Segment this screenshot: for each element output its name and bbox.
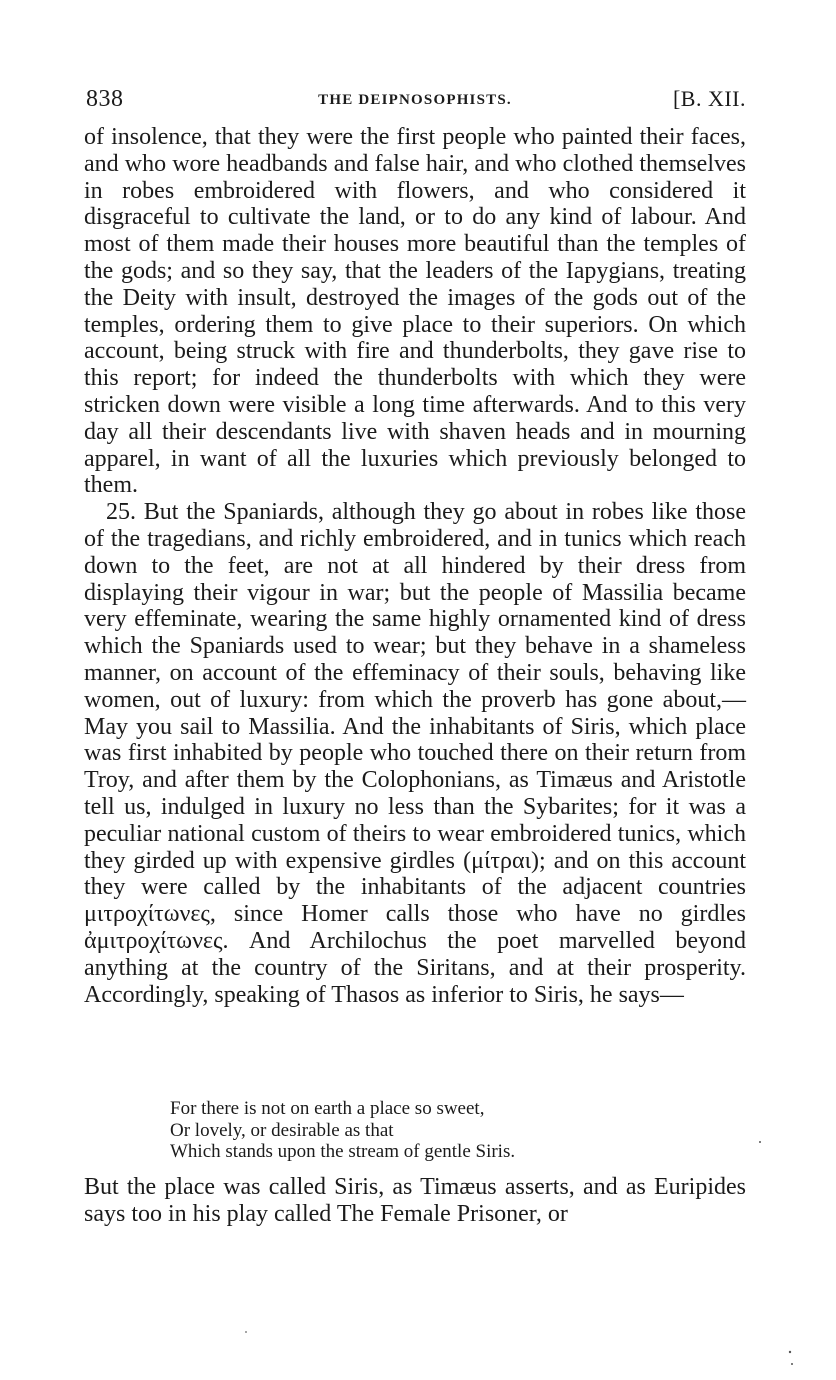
speck [245,1331,247,1333]
verse-line: For there is not on earth a place so sweet, [170,1098,485,1119]
verse-line: Which stands upon the stream of gentle Siris. [170,1141,516,1162]
paragraph-continuation: of insolence, that they were the first people who painted their faces, and who wore headbands and false hair, and who clothed themselves in robes embroidered with flowers, and who considered it disgraceful to cultivate the land, or to do any kind of labour. And most of them made their houses more beautiful than the temples of the gods; and so they say, that the leaders of the Iapygians, treating the Deity with insult, destroyed the images of the gods out of the temples, ordering them to give place to their superiors. On which account, being struck with fire and thunderbolts, they gave rise to this report; for indeed the thunderbolts with which they were stricken down were visible a long time afterwards. And to this very day all their descendants live with shaven heads and in mourning apparel, in want of all the luxuries which previously belonged to them. [84,124,746,499]
paragraph-25: 25. But the Spaniards, although they go about in robes like those of the tragedians, and richly embroidered, and in tunics which reach down to the feet, are not at all hindered by their dress from displaying their vigour in war; but the people of Massilia became very effeminate, wearing the same highly ornamented kind of dress which the Spaniards used to wear; but they behave in a shameless manner, on account of the effeminacy of their souls, behaving like women, out of luxury: from which the proverb has gone about,—May you sail to Massilia. And the inhabitants of Siris, which place was first inhabited by people who touched there on their return from Troy, and after them by the Colophonians, as Timæus and Aristotle tell us, indulged in luxury no less than the Sybarites; for it was a peculiar national custom of theirs to wear embroidered tunics, which they girded up with expensive girdles (μίτραι); and on this account they were called by the inhabitants of the adjacent countries μιτροχίτωνες, since Homer calls those who have no girdles ἀμιτροχίτωνες. And Archilochus the poet marvelled beyond anything at the country of the Siritans, and at their prosperity. Accordingly, speaking of Thasos as inferior to Siris, he says— [84,499,746,1008]
page-header [84,86,746,116]
closing-text [84,1174,746,1228]
verse-line: Or lovely, or desirable as that [170,1119,394,1141]
book-reference: [B. XII. [672,86,746,111]
speck [789,1351,791,1353]
running-title: THE DEIPNOSOPHISTS. [318,92,512,108]
speck [759,1141,761,1143]
speck [791,1363,793,1365]
verse-quotation [170,1098,730,1163]
closing-paragraph: But the place was called Siris, as Timæus asserts, and as Euripides says too in his play called The Female Prisoner, or [84,1174,746,1227]
page-number: 838 [86,86,124,112]
body-text [84,124,746,1008]
